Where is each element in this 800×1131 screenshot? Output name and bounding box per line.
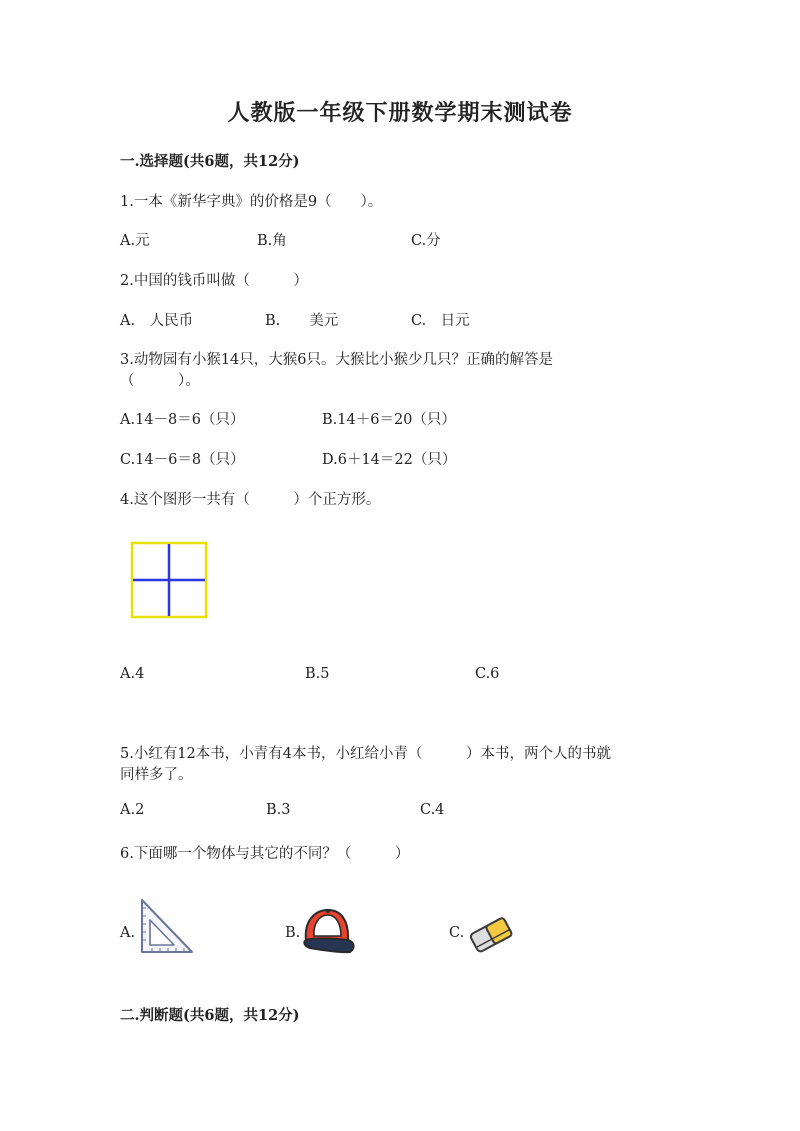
question-3-option-c: C.14－6＝8（只） (120, 452, 245, 468)
question-4-option-a: A.4 (120, 666, 145, 682)
question-5-stem-line1: 5.小红有12本书，小青有4本书，小红给小青（ ）本书，两个人的书就 (120, 746, 612, 762)
question-1-option-a: A.元 (120, 233, 150, 249)
question-1-stem: 1.一本《新华字典》的价格是9（ ）。 (120, 194, 383, 210)
square-figure (130, 541, 208, 619)
question-2-option-a: A. 人民币 (120, 313, 194, 329)
question-3-stem-line1: 3.动物园有小猴14只，大猴6只。大猴比小猴少几只？正确的解答是 (120, 352, 554, 368)
question-3-option-d: D.6＋14＝22（只） (322, 452, 457, 468)
question-6-option-a: A. (120, 925, 136, 941)
question-3-option-b: B.14＋6＝20（只） (322, 412, 456, 428)
question-6-stem: 6.下面哪一个物体与其它的不同？（ ） (120, 846, 410, 862)
question-6-option-c: C. (449, 925, 465, 941)
question-2-option-c: C. 日元 (411, 313, 470, 329)
question-5-option-a: A.2 (120, 802, 145, 818)
question-4-option-b: B.5 (305, 666, 330, 682)
question-5-stem-line2: 同样多了。 (120, 767, 193, 783)
question-5-option-c: C.4 (420, 802, 445, 818)
question-1-option-c: C.分 (411, 233, 441, 249)
question-2-option-b: B. 美元 (265, 313, 339, 329)
question-1-option-b: B.角 (257, 233, 287, 249)
eraser-icon (468, 913, 514, 957)
question-6-option-b: B. (285, 925, 301, 941)
section-heading-choice: 一.选择题(共6题，共12分) (120, 153, 300, 170)
question-4-stem: 4.这个图形一共有（ ）个正方形。 (120, 492, 381, 508)
page-title: 人教版一年级下册数学期末测试卷 (227, 100, 573, 126)
section-heading-true-false: 二.判断题(共6题，共12分) (120, 1007, 300, 1024)
question-3-option-a: A.14－8＝6（只） (120, 412, 245, 428)
cap-icon (300, 906, 358, 956)
question-5-option-b: B.3 (266, 802, 291, 818)
set-square-icon (138, 896, 196, 956)
question-3-stem-line2: （ ）。 (120, 373, 200, 389)
question-2-stem: 2.中国的钱币叫做（ ） (120, 273, 308, 289)
question-4-option-c: C.6 (475, 666, 500, 682)
